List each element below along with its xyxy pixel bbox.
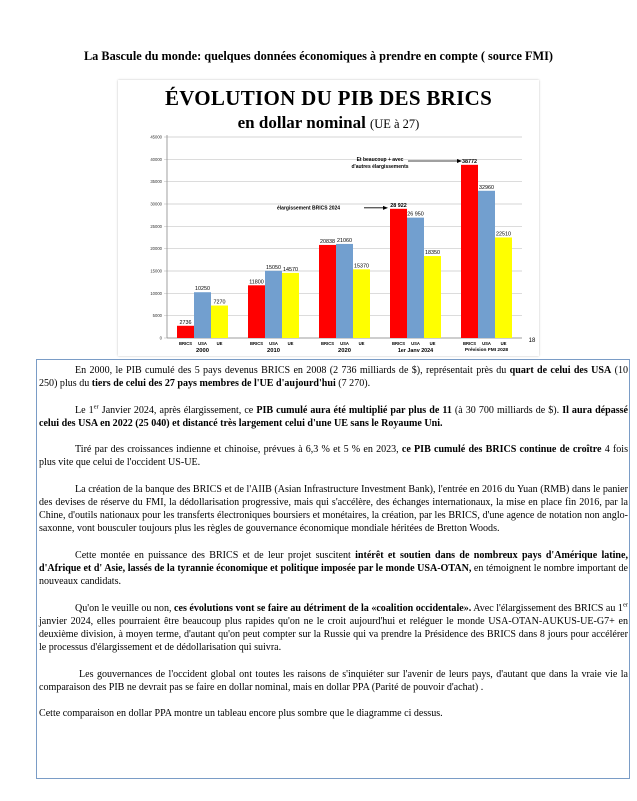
bar-usa (265, 271, 282, 338)
x-sub-label: USA (198, 341, 207, 346)
page-heading: La Bascule du monde: quelques données économiques à prendre en compte ( source FMI) (83, 49, 553, 63)
y-tick-label: 25000 (150, 223, 162, 229)
y-tick-label: 15000 (150, 268, 162, 274)
x-sub-label: UE (287, 341, 294, 346)
x-category-label: 1er Janv 2024 (397, 348, 434, 354)
paragraph-6: Qu'on le veuille ou non, ces évolutions vont se faire au détriment de la «coalition occidentale». Avec l'élargissement des BRICS au 1er janvier 2024, elles pourraient être beaucoup plus rapides qu'on ne le croit aujourd'hui et reléguer le monde USA-OTAN-AUKUS-UE-G7+ en deuxième division, à moyen terme, d'autant qu'on peut compter sur la Russie qui va prendre la Présidence des BRICS dans 8 jours pour accélérer le processus d'élargissement et de dédollarisation qui suivra. (39, 601, 629, 654)
bar-brics (248, 285, 265, 338)
bar-brics (390, 209, 407, 338)
chart-figure (118, 80, 539, 356)
data-label: 14570 (283, 266, 298, 273)
bar-brics (319, 245, 336, 338)
x-sub-label: USA (269, 341, 278, 346)
bar-brics (461, 165, 478, 338)
x-sub-label: UE (500, 341, 507, 346)
bar-usa (336, 244, 353, 338)
data-label: 11800 (249, 279, 264, 286)
annotation-label: élargissement BRICS 2024 (277, 205, 341, 212)
x-category-label: 2000 (196, 348, 209, 354)
data-label: 21060 (337, 237, 352, 244)
bar-ue (353, 269, 370, 338)
data-label: 7270 (213, 299, 226, 306)
x-sub-label: UE (216, 341, 223, 346)
arrow-head (383, 206, 388, 210)
y-tick-label: 30000 (150, 201, 162, 207)
data-label: 15050 (266, 264, 281, 271)
y-tick-label: 0 (159, 335, 162, 341)
x-sub-label: UE (429, 341, 436, 346)
x-category-label: Prévision FMI 2028 (464, 348, 509, 353)
chart-title: ÉVOLUTION DU PIB DES BRICS (164, 86, 493, 110)
bar-usa (194, 292, 211, 338)
y-tick-label: 45000 (150, 134, 162, 140)
data-label: 22510 (496, 231, 511, 238)
annotation-label: Et beaucoup + avec (356, 157, 404, 163)
x-sub-label: USA (411, 341, 420, 346)
paragraph-7: Les gouvernances de l'occident global ont toutes les raisons de s'inquiéter sur l'avenir de leurs pays, d'autant que dans la vraie vie la comparaison des PIB ne devrait pas se faire en dollar nominal, mais en dollar PPA (Parité de pouvoir d'achat) . (39, 668, 628, 693)
data-label: 28 922 (390, 202, 407, 209)
bar-ue (211, 306, 228, 338)
data-label: 38772 (462, 158, 477, 165)
x-sub-label: USA (482, 341, 491, 346)
paragraph-2: Le 1er Janvier 2024, après élargissement, ce PIB cumulé aura été multiplié par plus de 11 (à 30 700 milliards de $). Il aura dépassé celui des USA en 2022 (25 040) et distancé très largement celui d'une UE sans le Royaume Uni. (39, 403, 629, 429)
bar-chart (118, 80, 539, 356)
paragraph-5: Cette montée en puissance des BRICS et de leur projet suscitent intérêt et soutien dans de nombreux pays d'Amérique latine, d'Afrique et d' Asie, lassés de la tyrannie économique et politique imposée par le monde USA-OTAN, en témoignent le nombre important de nouveaux candidats. (39, 549, 628, 588)
data-label: 32960 (479, 184, 494, 191)
paragraph-3: Tiré par des croissances indienne et chinoise, prévues à 6,3 % et 5 % en 2023, ce PIB cumulé des BRICS continue de croître 4 fois plus vite que celui de l'occident US-UE. (39, 444, 628, 469)
paragraph-1: En 2000, le PIB cumulé des 5 pays devenus BRICS en 2008 (2 736 milliards de $), représentait près du quart de celui des USA (10 250) plus du tiers de celui des 27 pays membres de l'UE d'aujourd'hui (7 270). (39, 365, 628, 390)
x-sub-label: BRICS (462, 341, 477, 346)
x-sub-label: USA (340, 341, 349, 346)
data-label: 2736 (179, 319, 192, 326)
data-label: 10250 (195, 286, 210, 293)
bar-ue (282, 273, 299, 338)
x-sub-label: UE (358, 341, 365, 346)
y-tick-label: 40000 (150, 156, 162, 162)
x-sub-label: BRICS (178, 341, 193, 346)
data-label: 20838 (320, 238, 335, 245)
y-tick-label: 5000 (152, 313, 162, 319)
chart-subtitle-note: (UE à 27) (370, 117, 420, 131)
x-sub-label: BRICS (391, 341, 406, 346)
x-sub-label: BRICS (320, 341, 335, 346)
annotation-label: d'autres élargissements (351, 164, 409, 170)
data-label: 26 950 (407, 211, 424, 218)
y-tick-label: 20000 (150, 246, 162, 252)
bar-usa (407, 218, 424, 338)
data-label: 15370 (354, 263, 369, 270)
y-tick-label: 35000 (150, 179, 162, 185)
bar-usa (478, 191, 495, 338)
paragraph-8: Cette comparaison en dollar PPA montre un tableau encore plus sombre que le diagramme ci dessus. (39, 708, 443, 720)
chart-subtitle-main: en dollar nominal (237, 113, 366, 132)
bar-ue (424, 256, 441, 338)
bar-ue (495, 237, 512, 338)
bar-brics (177, 326, 194, 338)
x-category-label: 2020 (338, 348, 351, 354)
page-number: 18 (528, 338, 536, 344)
x-sub-label: BRICS (249, 341, 264, 346)
paragraph-4: La création de la banque des BRICS et de l'AIIB (Asian Infrastructure Investment Bank), l'entrée en 2016 du Yuan (RMB) dans le panier des devises de réserve du FMI, la dédollarisation progressive, mais qui s'accélère, des échanges internationaux, la mise en place fin 2016, par la Chine, d'outils nationaux pour les transferts électroniques boursiers et monétaires, la création, par les BRICS, d'une agence de notation non anglo-saxonne, vont bousculer toujours plus les règles de gouvernance économique mondiale héritées de Bretton Woods. (39, 483, 628, 535)
data-label: 18350 (425, 250, 440, 257)
article-text (36, 359, 630, 779)
y-tick-label: 10000 (150, 290, 162, 296)
x-category-label: 2010 (267, 348, 280, 354)
